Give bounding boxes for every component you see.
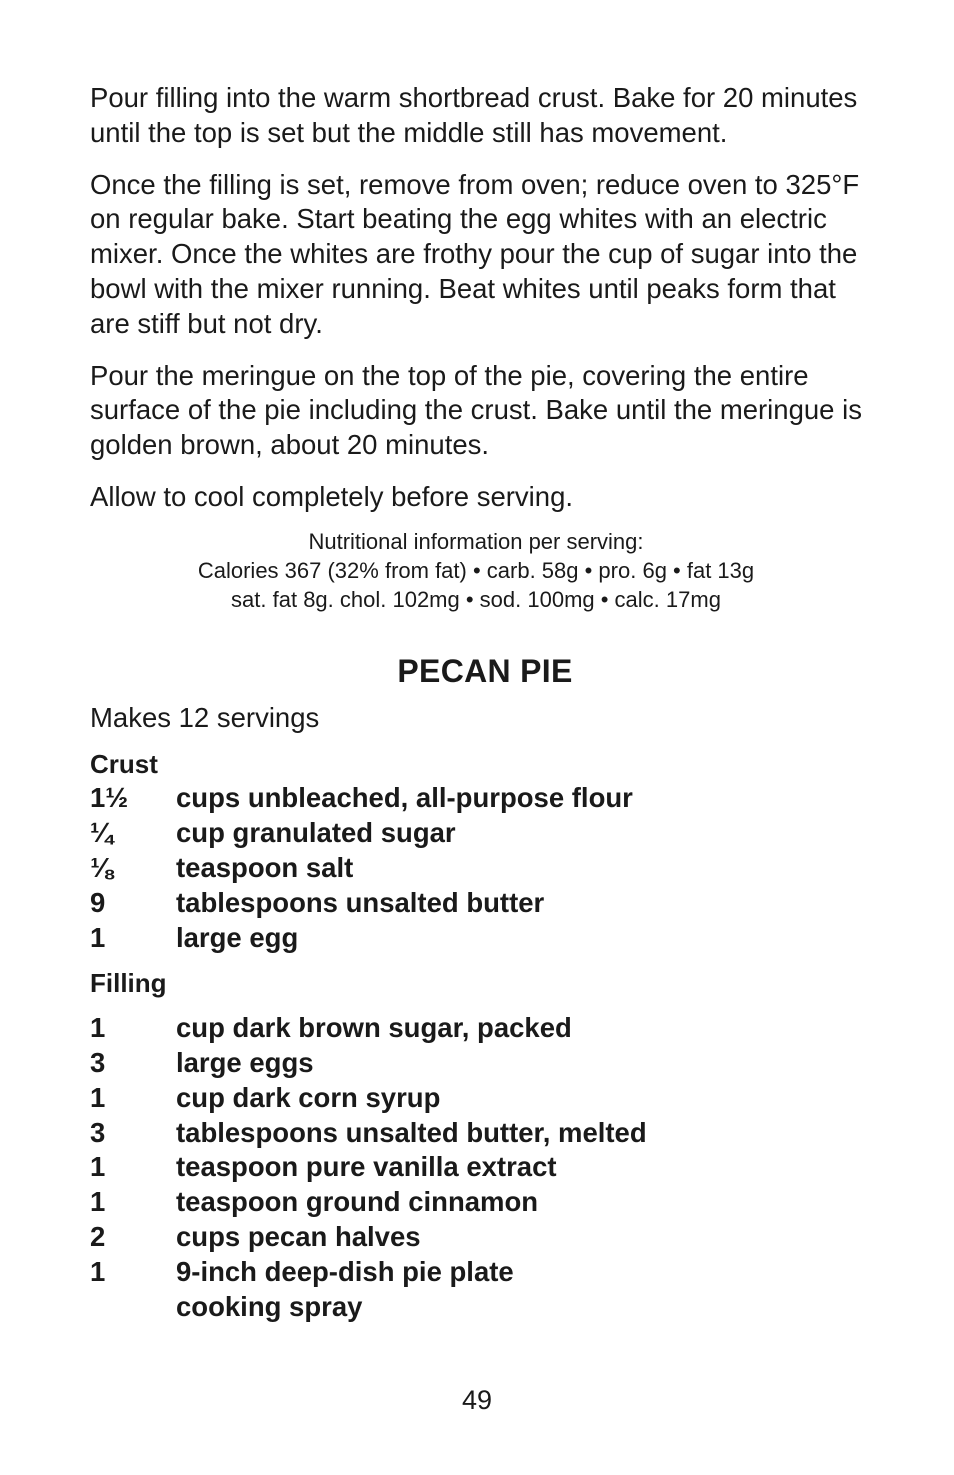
- ingredient-row: [90, 1290, 880, 1325]
- filling-heading: Filling: [90, 968, 167, 999]
- ingredient-quantity: 1: [90, 1012, 106, 1044]
- ingredient-row: [90, 1081, 880, 1116]
- ingredient-description: cup granulated sugar: [176, 817, 456, 849]
- instruction-paragraph: Pour filling into the warm shortbread crust. Bake for 20 minutes until the top is set but the middle still has movement.: [90, 82, 858, 148]
- nutrition-line: Calories 367 (32% from fat) • carb. 58g • pro. 6g • fat 13g: [197, 557, 755, 583]
- ingredient-description: cup dark brown sugar, packed: [176, 1012, 572, 1044]
- ingredient-quantity: ⅛: [90, 851, 113, 883]
- ingredient-description: cups pecan halves: [176, 1220, 421, 1252]
- ingredient-row: [90, 1046, 880, 1081]
- ingredient-row: [90, 1150, 880, 1185]
- ingredient-row: [90, 1220, 880, 1255]
- filling-ingredient-list: [90, 1011, 880, 1324]
- crust-ingredient-list: [90, 781, 880, 955]
- ingredient-description: tablespoons unsalted butter, melted: [176, 1116, 647, 1148]
- ingredient-quantity: 1: [90, 921, 106, 953]
- ingredient-row: [90, 1116, 880, 1151]
- ingredient-description: cups unbleached, all-purpose flour: [176, 782, 633, 814]
- nutrition-info: [76, 527, 876, 614]
- instruction-paragraph: Pour the meringue on the top of the pie, covering the entire surface of the pie including the crust. Bake until the meringue is golden brown, about 20 minutes.: [90, 359, 862, 461]
- ingredient-row: [90, 921, 880, 956]
- ingredient-quantity: ¼: [90, 817, 113, 849]
- ingredient-row: [90, 1185, 880, 1220]
- nutrition-heading: Nutritional information per serving:: [308, 528, 644, 554]
- crust-heading: Crust: [90, 748, 158, 779]
- ingredient-description: cup dark corn syrup: [176, 1081, 441, 1113]
- ingredient-quantity: 1: [90, 1081, 106, 1113]
- ingredient-quantity: 2: [90, 1220, 106, 1252]
- ingredient-quantity: 1: [90, 1255, 106, 1287]
- ingredient-description: large egg: [176, 921, 299, 953]
- ingredient-description: teaspoon pure vanilla extract: [176, 1151, 557, 1183]
- ingredient-row: [90, 816, 880, 851]
- ingredient-description: teaspoon salt: [176, 851, 354, 883]
- ingredient-description: tablespoons unsalted butter: [176, 886, 545, 918]
- ingredient-description: cooking spray: [176, 1290, 363, 1322]
- instruction-paragraph: Once the filling is set, remove from oven; reduce oven to 325°F on regular bake. Start beating the egg whites with an electric mixer. Once the whites are frothy pour the cup of sugar into the bowl with the mixer running. Beat whites until peaks form that are stiff but not dry.: [90, 168, 860, 339]
- ingredient-description: large eggs: [176, 1046, 314, 1078]
- ingredient-quantity: 1½: [90, 782, 129, 814]
- ingredient-description: teaspoon ground cinnamon: [176, 1186, 539, 1218]
- ingredient-quantity: 3: [90, 1116, 106, 1148]
- ingredient-description: 9-inch deep-dish pie plate: [176, 1255, 514, 1287]
- recipe-title: PECAN PIE: [397, 652, 573, 689]
- ingredient-quantity: [90, 1290, 176, 1325]
- ingredient-quantity: 9: [90, 886, 106, 918]
- ingredient-quantity: 1: [90, 1151, 106, 1183]
- nutrition-line: sat. fat 8g. chol. 102mg • sod. 100mg • calc. 17mg: [231, 586, 721, 612]
- ingredient-row: [90, 851, 880, 886]
- ingredient-row: [90, 886, 880, 921]
- ingredient-row: [90, 1255, 880, 1290]
- instruction-paragraph: Allow to cool completely before serving.: [90, 480, 574, 512]
- page-number: 49: [461, 1385, 493, 1415]
- ingredient-row: [90, 1011, 880, 1046]
- ingredient-quantity: 3: [90, 1046, 106, 1078]
- recipe-servings: Makes 12 servings: [90, 701, 320, 733]
- ingredient-row: [90, 781, 880, 816]
- ingredient-quantity: 1: [90, 1186, 106, 1218]
- document-page: [90, 81, 880, 1335]
